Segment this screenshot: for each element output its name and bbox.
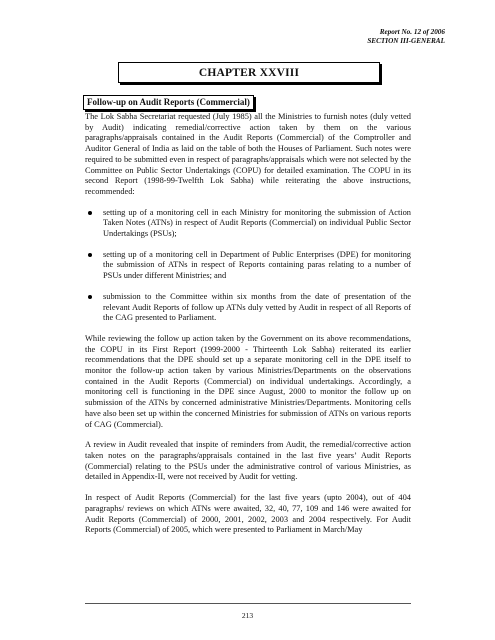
list-item xyxy=(85,292,411,324)
page-number: 213 xyxy=(241,611,254,620)
report-section: SECTION III-GENERAL xyxy=(367,37,445,45)
recommendation-list xyxy=(85,208,411,324)
paragraph-2: While reviewing the follow up action taken by the Government on its above recommendations, the COPU in its First Report (1999-2000 - Thirteenth Lok Sabha) reiterated its earlier recommendations that the DPE should set up a separate monitoring cell in the DPE itself to monitor the follow-up action taken by various Ministries/Departments on the observations contained in the Audit Reports (Commercial) on individual undertakings. Accordingly, a monitoring cell is functioning in the DPE since August, 2000 to monitor the follow up on submission of the ATNs by concerned administrative Ministries/Departments. Monitoring cells have also been set up within the concerned Ministries for submission of ATNs on various reports of CAG (Commercial). xyxy=(85,333,411,429)
footer-divider xyxy=(85,603,411,604)
report-number: Report No. 12 of 2006 xyxy=(379,28,445,36)
section-heading: Follow-up on Audit Reports (Commercial) xyxy=(83,95,254,110)
list-item xyxy=(85,208,411,240)
chapter-title-box xyxy=(118,62,380,83)
list-item-text: submission to the Committee within six months from the date of presentation of the relevant Audit Reports of follow up ATNs duly vetted by Audit in respect of all Reports of the CAG presented to Parliament. xyxy=(103,291,411,323)
paragraph-1: The Lok Sabha Secretariat requested (July 1985) all the Ministries to furnish notes (duly vetted by Audit) indicating remedial/corrective action taken by them on the various paragraphs/appraisals contained in the Audit Reports (Commercial) of the Comptroller and Auditor General of India as laid on the table of both the Houses of Parliament. Such notes were required to be submitted even in respect of paragraphs/appraisals which were not selected by the Committee on Public Sector Undertakings (COPU) for detailed examination. The COPU in its second Report (1998-99-Twelfth Lok Sabha) while reiterating the above instructions, recommended: xyxy=(85,112,411,196)
paragraph-3: A review in Audit revealed that inspite of reminders from Audit, the remedial/corrective action taken notes on the paragraphs/appraisals contained in the last five years’ Audit Reports (Commercial) relating to the PSUs under the administrative control of various Ministries, as detailed in Appendix-II, were not received by Audit for vetting. xyxy=(85,440,411,482)
report-header xyxy=(367,28,445,46)
chapter-title: CHAPTER XXVIII xyxy=(198,66,300,79)
list-item-text: setting up of a monitoring cell in Department of Public Enterprises (DPE) for monitoring the submission of ATNs in respect of Reports containing paras relating to a number of PSUs under different Ministries; and xyxy=(103,249,411,281)
bullet-icon xyxy=(88,295,92,299)
list-item xyxy=(85,250,411,282)
bullet-icon xyxy=(88,253,92,257)
body-text xyxy=(85,112,411,546)
bullet-icon xyxy=(88,211,92,215)
paragraph-4: In respect of Audit Reports (Commercial) for the last five years (upto 2004), out of 404 paragraphs/ reviews on which ATNs were awaited, 32, 40, 77, 109 and 146 were awaited for Audit Reports (Commercial) of 2000, 2001, 2002, 2003 and 2004 respectively. For Audit Reports (Commercial) of 2005, which were presented to Parliament in March/May xyxy=(85,493,411,535)
list-item-text: setting up of a monitoring cell in each Ministry for monitoring the submission of Action Taken Notes (ATNs) in respect of Audit Reports (Commercial) on individual Public Sector Undertakings (PSUs); xyxy=(103,207,411,239)
